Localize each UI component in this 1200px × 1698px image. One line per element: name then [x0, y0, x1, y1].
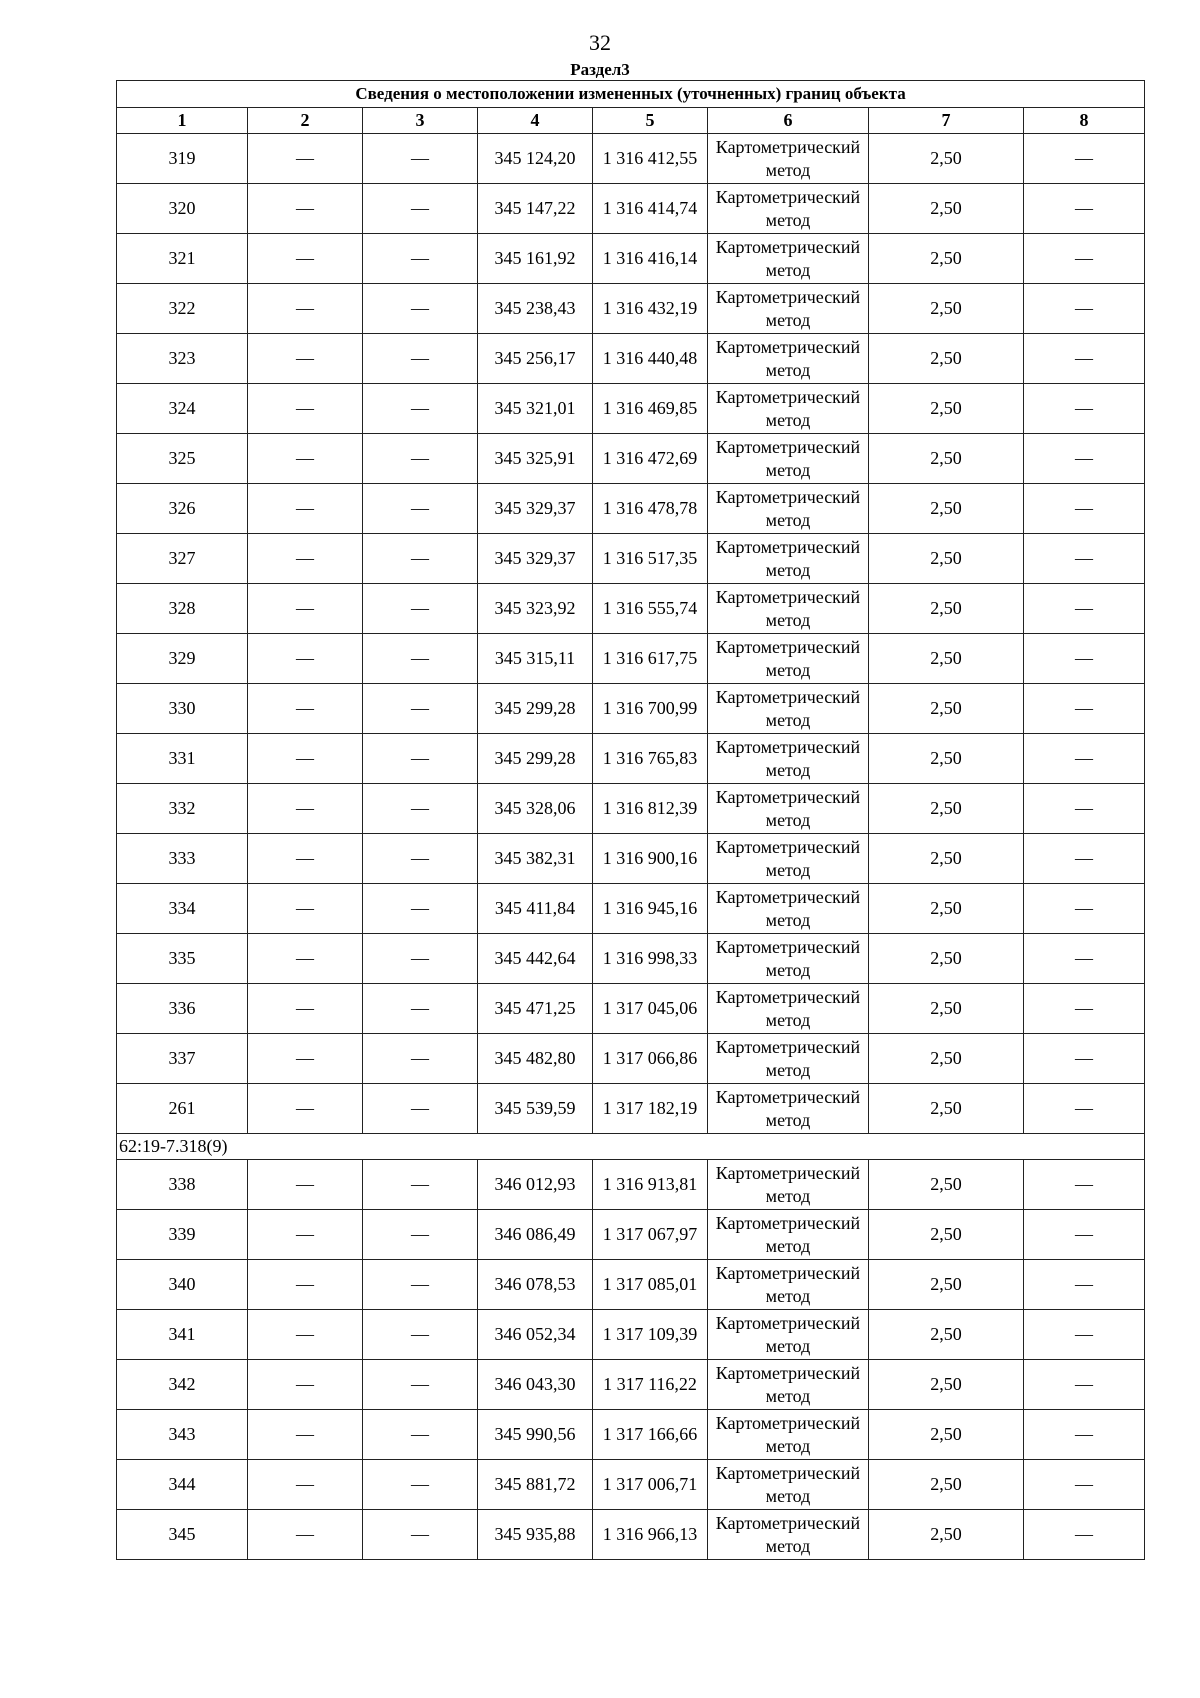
method-cell: Картометрический метод [708, 184, 869, 234]
column-header: 4 [478, 108, 593, 134]
table-row [117, 434, 1145, 484]
accuracy-cell: 2,50 [869, 484, 1024, 534]
x-coordinate-cell: 345 411,84 [478, 884, 593, 934]
column-header: 3 [363, 108, 478, 134]
table-row [117, 484, 1145, 534]
table-row [117, 934, 1145, 984]
y-coordinate-cell: 1 317 166,66 [593, 1410, 708, 1460]
table-row [117, 1084, 1145, 1134]
table-row [117, 1460, 1145, 1510]
point-number-cell: 323 [117, 334, 248, 384]
col3-cell: — [363, 1260, 478, 1310]
method-cell: Картометрический метод [708, 884, 869, 934]
col3-cell: — [363, 984, 478, 1034]
method-cell: Картометрический метод [708, 234, 869, 284]
col8-cell: — [1024, 434, 1145, 484]
x-coordinate-cell: 345 325,91 [478, 434, 593, 484]
accuracy-cell: 2,50 [869, 434, 1024, 484]
method-cell: Картометрический метод [708, 634, 869, 684]
col3-cell: — [363, 334, 478, 384]
col2-cell: — [248, 634, 363, 684]
point-number-cell: 332 [117, 784, 248, 834]
col3-cell: — [363, 384, 478, 434]
col2-cell: — [248, 1160, 363, 1210]
y-coordinate-cell: 1 317 045,06 [593, 984, 708, 1034]
x-coordinate-cell: 346 043,30 [478, 1360, 593, 1410]
col2-cell: — [248, 1310, 363, 1360]
method-cell: Картометрический метод [708, 984, 869, 1034]
y-coordinate-cell: 1 316 416,14 [593, 234, 708, 284]
col2-cell: — [248, 1084, 363, 1134]
x-coordinate-cell: 345 315,11 [478, 634, 593, 684]
col8-cell: — [1024, 1460, 1145, 1510]
accuracy-cell: 2,50 [869, 1084, 1024, 1134]
col2-cell: — [248, 934, 363, 984]
col2-cell: — [248, 784, 363, 834]
col2-cell: — [248, 584, 363, 634]
col3-cell: — [363, 884, 478, 934]
y-coordinate-cell: 1 316 478,78 [593, 484, 708, 534]
col2-cell: — [248, 334, 363, 384]
col8-cell: — [1024, 1510, 1145, 1560]
method-cell: Картометрический метод [708, 784, 869, 834]
table-row [117, 234, 1145, 284]
col3-cell: — [363, 434, 478, 484]
y-coordinate-cell: 1 316 414,74 [593, 184, 708, 234]
col2-cell: — [248, 1360, 363, 1410]
col8-cell: — [1024, 484, 1145, 534]
method-cell: Картометрический метод [708, 734, 869, 784]
accuracy-cell: 2,50 [869, 1510, 1024, 1560]
accuracy-cell: 2,50 [869, 1160, 1024, 1210]
method-cell: Картометрический метод [708, 1310, 869, 1360]
x-coordinate-cell: 345 124,20 [478, 134, 593, 184]
col2-cell: — [248, 1460, 363, 1510]
point-number-cell: 327 [117, 534, 248, 584]
col8-cell: — [1024, 1210, 1145, 1260]
y-coordinate-cell: 1 316 440,48 [593, 334, 708, 384]
col3-cell: — [363, 1210, 478, 1260]
table-row [117, 1510, 1145, 1560]
y-coordinate-cell: 1 316 469,85 [593, 384, 708, 434]
y-coordinate-cell: 1 316 517,35 [593, 534, 708, 584]
col8-cell: — [1024, 1410, 1145, 1460]
col8-cell: — [1024, 234, 1145, 284]
x-coordinate-cell: 345 382,31 [478, 834, 593, 884]
table-row [117, 984, 1145, 1034]
col8-cell: — [1024, 1360, 1145, 1410]
col3-cell: — [363, 184, 478, 234]
x-coordinate-cell: 345 990,56 [478, 1410, 593, 1460]
table-row [117, 334, 1145, 384]
point-number-cell: 322 [117, 284, 248, 334]
point-number-cell: 334 [117, 884, 248, 934]
col3-cell: — [363, 934, 478, 984]
col2-cell: — [248, 884, 363, 934]
method-cell: Картометрический метод [708, 1410, 869, 1460]
table-row [117, 1360, 1145, 1410]
col3-cell: — [363, 1460, 478, 1510]
col8-cell: — [1024, 684, 1145, 734]
col2-cell: — [248, 234, 363, 284]
method-cell: Картометрический метод [708, 484, 869, 534]
accuracy-cell: 2,50 [869, 734, 1024, 784]
method-cell: Картометрический метод [708, 384, 869, 434]
accuracy-cell: 2,50 [869, 984, 1024, 1034]
accuracy-cell: 2,50 [869, 1410, 1024, 1460]
x-coordinate-cell: 345 147,22 [478, 184, 593, 234]
point-number-cell: 338 [117, 1160, 248, 1210]
x-coordinate-cell: 345 442,64 [478, 934, 593, 984]
col8-cell: — [1024, 134, 1145, 184]
method-cell: Картометрический метод [708, 1360, 869, 1410]
point-number-cell: 344 [117, 1460, 248, 1510]
col8-cell: — [1024, 334, 1145, 384]
x-coordinate-cell: 345 329,37 [478, 534, 593, 584]
point-number-cell: 319 [117, 134, 248, 184]
accuracy-cell: 2,50 [869, 384, 1024, 434]
y-coordinate-cell: 1 316 945,16 [593, 884, 708, 934]
col8-cell: — [1024, 1084, 1145, 1134]
x-coordinate-cell: 345 881,72 [478, 1460, 593, 1510]
table-row [117, 534, 1145, 584]
table-caption: Сведения о местоположении измененных (уточненных) границ объекта [117, 81, 1145, 108]
x-coordinate-cell: 345 539,59 [478, 1084, 593, 1134]
method-cell: Картометрический метод [708, 1460, 869, 1510]
table-body [117, 134, 1145, 1560]
table-row [117, 1410, 1145, 1460]
col3-cell: — [363, 684, 478, 734]
col2-cell: — [248, 1210, 363, 1260]
group-header-row [117, 1134, 1145, 1160]
point-number-cell: 339 [117, 1210, 248, 1260]
method-cell: Картометрический метод [708, 1160, 869, 1210]
point-number-cell: 328 [117, 584, 248, 634]
col3-cell: — [363, 734, 478, 784]
column-header: 2 [248, 108, 363, 134]
column-header: 8 [1024, 108, 1145, 134]
x-coordinate-cell: 346 086,49 [478, 1210, 593, 1260]
y-coordinate-cell: 1 316 913,81 [593, 1160, 708, 1210]
column-header: 6 [708, 108, 869, 134]
col2-cell: — [248, 984, 363, 1034]
accuracy-cell: 2,50 [869, 1210, 1024, 1260]
method-cell: Картометрический метод [708, 934, 869, 984]
y-coordinate-cell: 1 316 812,39 [593, 784, 708, 834]
x-coordinate-cell: 346 012,93 [478, 1160, 593, 1210]
col8-cell: — [1024, 1034, 1145, 1084]
col3-cell: — [363, 584, 478, 634]
y-coordinate-cell: 1 317 182,19 [593, 1084, 708, 1134]
y-coordinate-cell: 1 316 472,69 [593, 434, 708, 484]
point-number-cell: 345 [117, 1510, 248, 1560]
method-cell: Картометрический метод [708, 534, 869, 584]
col2-cell: — [248, 534, 363, 584]
col2-cell: — [248, 434, 363, 484]
y-coordinate-cell: 1 316 412,55 [593, 134, 708, 184]
method-cell: Картометрический метод [708, 1210, 869, 1260]
col8-cell: — [1024, 1160, 1145, 1210]
col3-cell: — [363, 1360, 478, 1410]
x-coordinate-cell: 345 935,88 [478, 1510, 593, 1560]
col3-cell: — [363, 634, 478, 684]
x-coordinate-cell: 346 052,34 [478, 1310, 593, 1360]
y-coordinate-cell: 1 317 116,22 [593, 1360, 708, 1410]
point-number-cell: 329 [117, 634, 248, 684]
point-number-cell: 333 [117, 834, 248, 884]
method-cell: Картометрический метод [708, 334, 869, 384]
accuracy-cell: 2,50 [869, 834, 1024, 884]
col3-cell: — [363, 1034, 478, 1084]
x-coordinate-cell: 345 161,92 [478, 234, 593, 284]
col2-cell: — [248, 184, 363, 234]
col2-cell: — [248, 834, 363, 884]
col8-cell: — [1024, 534, 1145, 584]
y-coordinate-cell: 1 317 109,39 [593, 1310, 708, 1360]
col3-cell: — [363, 134, 478, 184]
point-number-cell: 342 [117, 1360, 248, 1410]
table-row [117, 784, 1145, 834]
col3-cell: — [363, 784, 478, 834]
col2-cell: — [248, 384, 363, 434]
point-number-cell: 340 [117, 1260, 248, 1310]
col8-cell: — [1024, 384, 1145, 434]
col2-cell: — [248, 1034, 363, 1084]
table-row [117, 1034, 1145, 1084]
y-coordinate-cell: 1 317 085,01 [593, 1260, 708, 1310]
accuracy-cell: 2,50 [869, 1460, 1024, 1510]
accuracy-cell: 2,50 [869, 184, 1024, 234]
x-coordinate-cell: 345 321,01 [478, 384, 593, 434]
column-header: 5 [593, 108, 708, 134]
point-number-cell: 330 [117, 684, 248, 734]
point-number-cell: 341 [117, 1310, 248, 1360]
col3-cell: — [363, 484, 478, 534]
page-number: 32 [589, 30, 611, 55]
point-number-cell: 321 [117, 234, 248, 284]
table-row [117, 1210, 1145, 1260]
point-number-cell: 337 [117, 1034, 248, 1084]
col8-cell: — [1024, 184, 1145, 234]
col8-cell: — [1024, 1310, 1145, 1360]
table-row [117, 834, 1145, 884]
x-coordinate-cell: 345 323,92 [478, 584, 593, 634]
table-row [117, 284, 1145, 334]
table-row [117, 1310, 1145, 1360]
point-number-cell: 336 [117, 984, 248, 1034]
column-header: 1 [117, 108, 248, 134]
col2-cell: — [248, 484, 363, 534]
accuracy-cell: 2,50 [869, 1310, 1024, 1360]
y-coordinate-cell: 1 316 555,74 [593, 584, 708, 634]
y-coordinate-cell: 1 316 432,19 [593, 284, 708, 334]
col8-cell: — [1024, 884, 1145, 934]
method-cell: Картометрический метод [708, 1260, 869, 1310]
point-number-cell: 331 [117, 734, 248, 784]
col2-cell: — [248, 734, 363, 784]
x-coordinate-cell: 345 299,28 [478, 734, 593, 784]
col3-cell: — [363, 1410, 478, 1460]
boundary-coordinates-table [116, 80, 1145, 1560]
accuracy-cell: 2,50 [869, 934, 1024, 984]
x-coordinate-cell: 345 329,37 [478, 484, 593, 534]
col2-cell: — [248, 1410, 363, 1460]
accuracy-cell: 2,50 [869, 134, 1024, 184]
table-row [117, 134, 1145, 184]
y-coordinate-cell: 1 317 067,97 [593, 1210, 708, 1260]
y-coordinate-cell: 1 316 700,99 [593, 684, 708, 734]
x-coordinate-cell: 345 328,06 [478, 784, 593, 834]
accuracy-cell: 2,50 [869, 1260, 1024, 1310]
method-cell: Картометрический метод [708, 1510, 869, 1560]
accuracy-cell: 2,50 [869, 1034, 1024, 1084]
point-number-cell: 325 [117, 434, 248, 484]
col3-cell: — [363, 834, 478, 884]
col8-cell: — [1024, 284, 1145, 334]
point-number-cell: 326 [117, 484, 248, 534]
accuracy-cell: 2,50 [869, 1360, 1024, 1410]
table-row [117, 384, 1145, 434]
method-cell: Картометрический метод [708, 434, 869, 484]
point-number-cell: 343 [117, 1410, 248, 1460]
table-row [117, 684, 1145, 734]
col8-cell: — [1024, 734, 1145, 784]
col8-cell: — [1024, 934, 1145, 984]
table-row [117, 634, 1145, 684]
table-row [117, 884, 1145, 934]
table-row [117, 1260, 1145, 1310]
y-coordinate-cell: 1 316 966,13 [593, 1510, 708, 1560]
y-coordinate-cell: 1 316 617,75 [593, 634, 708, 684]
accuracy-cell: 2,50 [869, 784, 1024, 834]
section-title: Раздел3 [570, 60, 630, 79]
table-row [117, 184, 1145, 234]
point-number-cell: 324 [117, 384, 248, 434]
accuracy-cell: 2,50 [869, 234, 1024, 284]
column-header: 7 [869, 108, 1024, 134]
accuracy-cell: 2,50 [869, 884, 1024, 934]
method-cell: Картометрический метод [708, 134, 869, 184]
accuracy-cell: 2,50 [869, 334, 1024, 384]
point-number-cell: 320 [117, 184, 248, 234]
col3-cell: — [363, 234, 478, 284]
col3-cell: — [363, 1310, 478, 1360]
y-coordinate-cell: 1 316 900,16 [593, 834, 708, 884]
y-coordinate-cell: 1 316 998,33 [593, 934, 708, 984]
accuracy-cell: 2,50 [869, 634, 1024, 684]
col3-cell: — [363, 284, 478, 334]
col3-cell: — [363, 1510, 478, 1560]
col3-cell: — [363, 1084, 478, 1134]
y-coordinate-cell: 1 317 066,86 [593, 1034, 708, 1084]
point-number-cell: 261 [117, 1084, 248, 1134]
table-row [117, 734, 1145, 784]
method-cell: Картометрический метод [708, 834, 869, 884]
col2-cell: — [248, 1260, 363, 1310]
accuracy-cell: 2,50 [869, 284, 1024, 334]
col3-cell: — [363, 534, 478, 584]
col2-cell: — [248, 134, 363, 184]
col8-cell: — [1024, 784, 1145, 834]
col2-cell: — [248, 684, 363, 734]
accuracy-cell: 2,50 [869, 534, 1024, 584]
x-coordinate-cell: 346 078,53 [478, 1260, 593, 1310]
col3-cell: — [363, 1160, 478, 1210]
x-coordinate-cell: 345 471,25 [478, 984, 593, 1034]
x-coordinate-cell: 345 299,28 [478, 684, 593, 734]
x-coordinate-cell: 345 238,43 [478, 284, 593, 334]
table-row [117, 1160, 1145, 1210]
x-coordinate-cell: 345 482,80 [478, 1034, 593, 1084]
method-cell: Картометрический метод [708, 684, 869, 734]
col8-cell: — [1024, 984, 1145, 1034]
col2-cell: — [248, 284, 363, 334]
method-cell: Картометрический метод [708, 1084, 869, 1134]
method-cell: Картометрический метод [708, 1034, 869, 1084]
col8-cell: — [1024, 584, 1145, 634]
method-cell: Картометрический метод [708, 284, 869, 334]
col2-cell: — [248, 1510, 363, 1560]
accuracy-cell: 2,50 [869, 684, 1024, 734]
table-row [117, 584, 1145, 634]
accuracy-cell: 2,50 [869, 584, 1024, 634]
y-coordinate-cell: 1 316 765,83 [593, 734, 708, 784]
y-coordinate-cell: 1 317 006,71 [593, 1460, 708, 1510]
col8-cell: — [1024, 1260, 1145, 1310]
x-coordinate-cell: 345 256,17 [478, 334, 593, 384]
point-number-cell: 335 [117, 934, 248, 984]
col8-cell: — [1024, 634, 1145, 684]
group-label: 62:19-7.318(9) [117, 1134, 1145, 1160]
method-cell: Картометрический метод [708, 584, 869, 634]
col8-cell: — [1024, 834, 1145, 884]
